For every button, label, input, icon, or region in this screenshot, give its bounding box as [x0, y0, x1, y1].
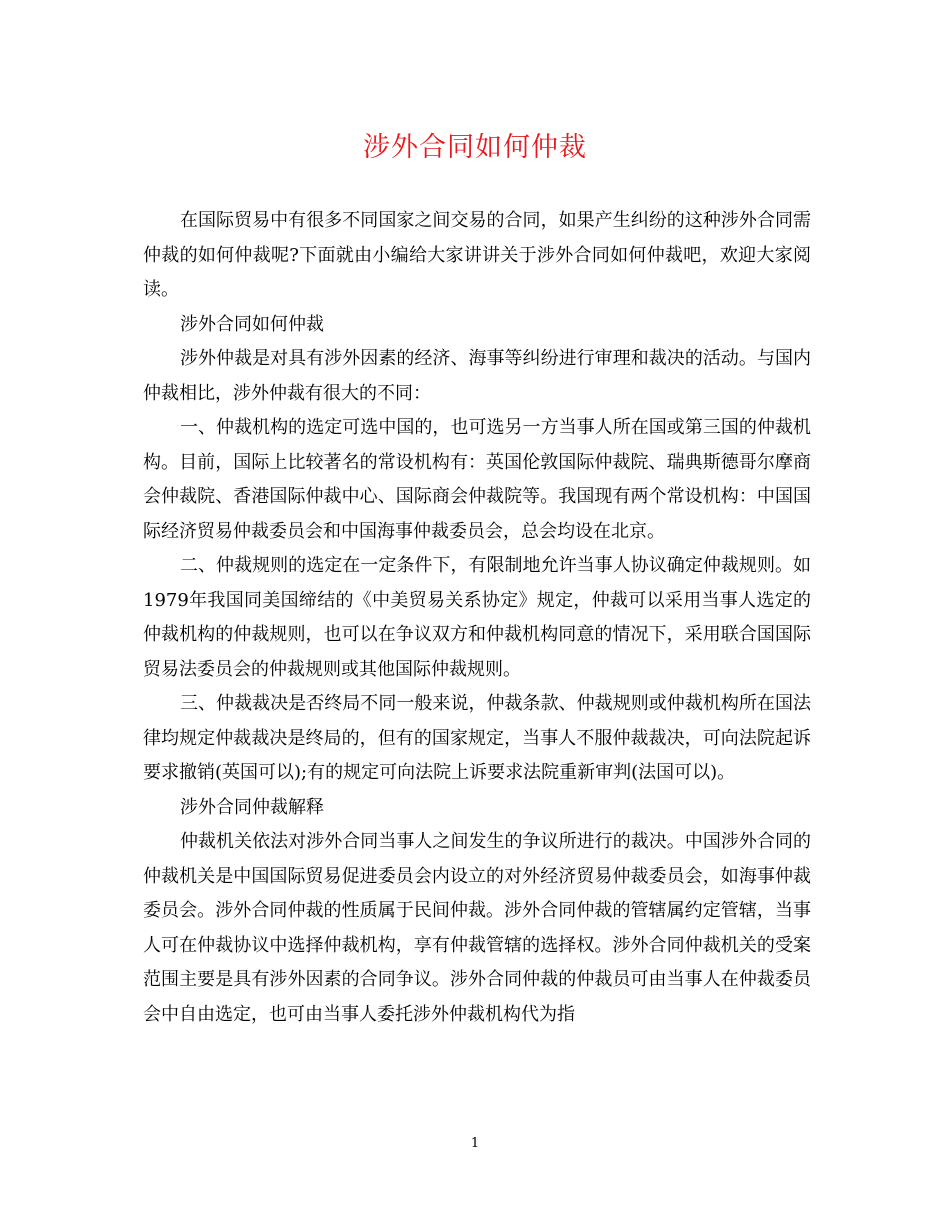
document-title: 涉外合同如何仲裁: [363, 132, 587, 163]
section-heading-how-to-arbitrate: 涉外合同如何仲裁: [180, 313, 324, 335]
page-number: 1: [470, 1136, 480, 1151]
explanation-paragraph: 仲裁机关依法对涉外合同当事人之间发生的争议所进行的裁决。中国涉外合同的仲裁机关是中国国际贸易促进委员会内设立的对外经济贸易仲裁委员会，如海事仲裁委员会。涉外合同仲裁的性质属于民间仲裁。涉外合同仲裁的管辖属约定管辖，当事人可在仲裁协议中选择仲裁机构，享有仲裁管辖的选择权。涉外合同仲裁机关的受案范围主要是具有涉外因素的合同争议。涉外合同仲裁的仲裁员可由当事人在仲裁委员会中自由选定，也可由当事人委托涉外仲裁机构代为指: [143, 831, 811, 1025]
intro-paragraph: 在国际贸易中有很多不同国家之间交易的合同，如果产生纠纷的这种涉外合同需仲裁的如何仲裁呢?下面就由小编给大家讲讲关于涉外合同如何仲裁吧，欢迎大家阅读。: [143, 210, 811, 300]
document-body: [143, 204, 811, 1032]
section-heading-explanation: 涉外合同仲裁解释: [180, 796, 324, 818]
point-three-paragraph: 三、仲裁裁决是否终局不同一般来说，仲裁条款、仲裁规则或仲裁机构所在国法律均规定仲裁裁决是终局的，但有的国家规定，当事人不服仲裁裁决，可向法院起诉要求撤销(英国可以);有的规定可向法院上诉要求法院重新审判(法国可以)。: [143, 693, 811, 783]
point-one-paragraph: 一、仲裁机构的选定可选中国的，也可选另一方当事人所在国或第三国的仲裁机构。目前，国际上比较著名的常设机构有：英国伦敦国际仲裁院、瑞典斯德哥尔摩商会仲裁院、香港国际仲裁中心、国际商会仲裁院等。我国现有两个常设机构：中国国际经济贸易仲裁委员会和中国海事仲裁委员会，总会均设在北京。: [143, 417, 811, 542]
point-two-paragraph: 二、仲裁规则的选定在一定条件下，有限制地允许当事人协议确定仲裁规则。如1979年我国同美国缔结的《中美贸易关系协定》规定，仲裁可以采用当事人选定的仲裁机构的仲裁规则，也可以在争议双方和仲裁机构同意的情况下，采用联合国国际贸易法委员会的仲裁规则或其他国际仲裁规则。: [143, 555, 811, 680]
definition-paragraph: 涉外仲裁是对具有涉外因素的经济、海事等纠纷进行审理和裁决的活动。与国内仲裁相比，涉外仲裁有很大的不同：: [143, 348, 811, 404]
